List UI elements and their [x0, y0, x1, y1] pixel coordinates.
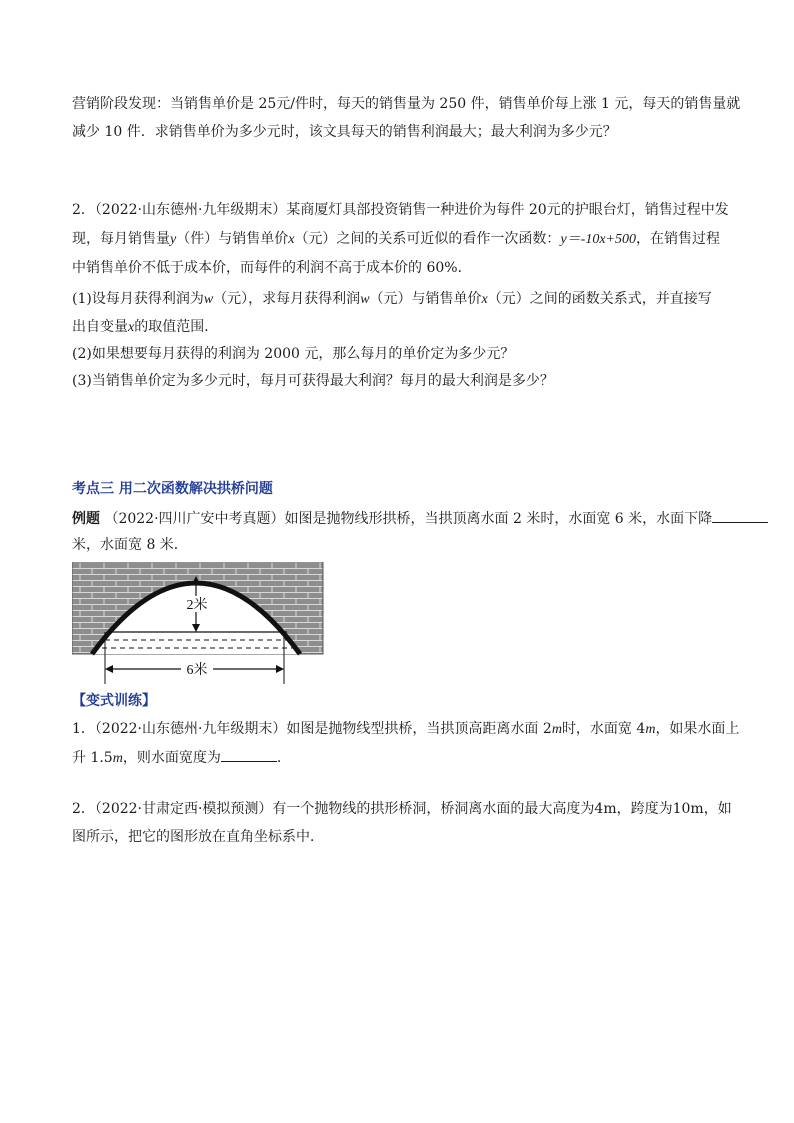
height-label: 2米 — [186, 598, 208, 613]
q2-text: （元）之间的函数关系式，并直接写 — [487, 291, 712, 307]
variant-q1-line-2 — [72, 747, 291, 769]
width-label: 6米 — [186, 663, 208, 678]
arrow-head-left — [105, 665, 113, 673]
variant-value: 2 — [542, 721, 552, 737]
var-y: y — [170, 232, 177, 247]
example-text: （2022·四川广安中考真题）如图是抛物线形拱桥，当拱顶离水面 2 米时，水面宽 6 米，水面下降 — [104, 511, 713, 527]
q2-text: 的取值范围． — [134, 319, 219, 335]
q2-sub1-line-2 — [72, 317, 218, 338]
q2-text: （件）与销售单价 — [176, 231, 289, 247]
intro-line-2: 减少 10 件．求销售单价为多少元时，该文具每天的销售利润最大；最大利润为多少元？ — [72, 124, 617, 140]
q2-text: （元）之间的关系可近似的看作一次函数： — [294, 231, 561, 247]
q2-sub3: (3)当销售单价定为多少元时，每月可获得最大利润？每月的最大利润是多少？ — [72, 373, 554, 389]
example-line-1 — [72, 508, 768, 529]
variant-q1-line-1 — [72, 719, 739, 740]
q2-text: ，在销售过程 — [635, 231, 720, 247]
var-x: x — [128, 320, 135, 335]
q2-sub1-line-1 — [72, 289, 712, 310]
variant-heading: 【变式训练】 — [72, 693, 156, 709]
var-x: x — [481, 292, 488, 307]
section-heading: 考点三 用二次函数解决拱桥问题 — [72, 481, 273, 497]
var-w: w — [203, 292, 214, 307]
unit-m: m — [645, 722, 656, 737]
answer-blank[interactable] — [712, 508, 768, 523]
q2-line-2 — [72, 229, 720, 250]
q2-sub2: (2)如果想要每月获得的利润为 2000 元，那么每月的单价定为多少元？ — [72, 346, 515, 362]
variant-text: 1．（2022·山东德州·九年级期末）如图是抛物线型拱桥，当拱顶高距离水面 — [72, 721, 539, 737]
arrow-head-right — [276, 665, 284, 673]
variant-text: ． — [276, 750, 291, 766]
example-line-2: 米，水面宽 8 米． — [72, 537, 188, 553]
unit-m: m — [112, 751, 123, 766]
variant-text: ，则水面宽度为 — [122, 750, 221, 766]
equation: y＝-10x+500 — [560, 232, 636, 247]
q2-text: （元），求每月获得利润 — [213, 291, 361, 307]
arch-bridge-figure — [72, 562, 326, 690]
unit-m: m — [551, 722, 562, 737]
variant-text: ，如果水面上 — [655, 721, 740, 737]
variant-q2-line-1: 2．（2022·甘肃定西·模拟预测）有一个抛物线的拱形桥洞，桥洞离水面的最大高度为4m，跨度为10m，如 — [72, 801, 732, 817]
var-w: w — [360, 292, 370, 307]
example-label: 例题 — [72, 511, 100, 527]
variant-q2-line-2: 图所示，把它的图形放在直角坐标系中． — [72, 829, 324, 845]
q2-text: 现，每月销售量 — [72, 231, 170, 247]
q2-line-3: 中销售单价不低于成本价，而每件的利润不高于成本价的 60%． — [72, 260, 472, 276]
intro-line-1: 营销阶段发现：当销售单价是 25元/件时，每天的销售量为 250 件，销售单价每上涨 1 元，每天的销售量就 — [72, 96, 741, 112]
variant-value: 4 — [636, 721, 646, 737]
q2-text: （元）与销售单价 — [369, 291, 482, 307]
variant-text: 升 1.5 — [72, 750, 113, 766]
q2-text: 出自变量 — [72, 319, 128, 335]
q2-text: (1)设每月获得利润为 — [72, 291, 204, 307]
answer-blank[interactable] — [221, 747, 277, 762]
q2-line-1: 2．（2022·山东德州·九年级期末）某商厦灯具部投资销售一种进价为每件 20元的护眼台灯，销售过程中发 — [72, 202, 729, 218]
var-x: x — [288, 232, 295, 247]
variant-text: 时，水面宽 — [561, 721, 632, 737]
